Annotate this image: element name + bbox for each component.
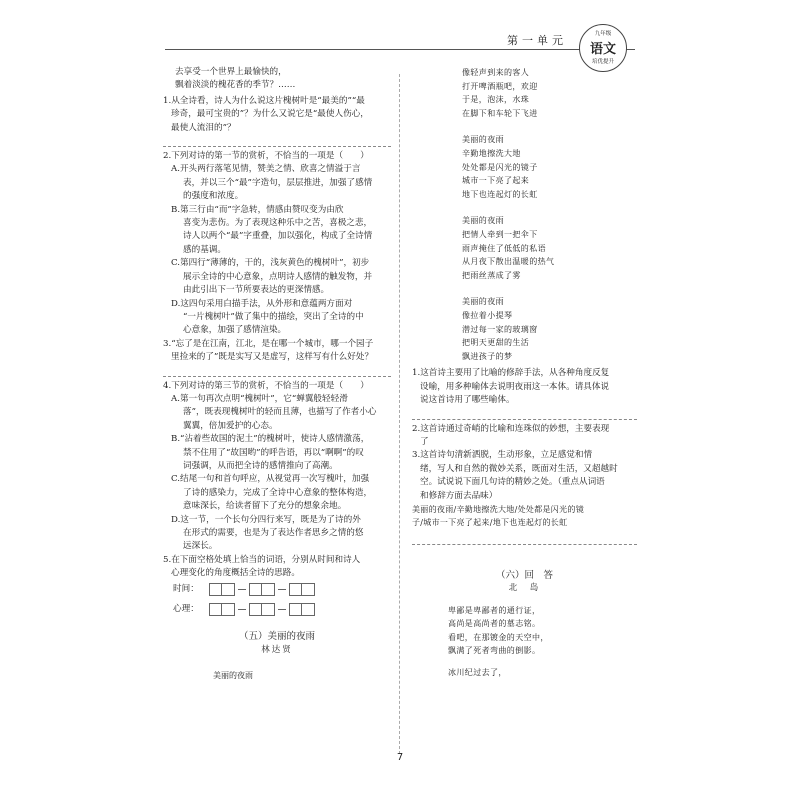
answer-box[interactable] xyxy=(209,583,222,596)
quote-line: 美丽的夜雨/辛勤地擦洗大地/处处都是闪光的镜 xyxy=(412,504,584,514)
question-line: 3.这首诗句清新洒脱，生动形象，立足感觉和情 xyxy=(412,450,593,461)
answer-box[interactable] xyxy=(222,583,235,596)
question-line: 2.这首诗通过奇峭的比喻和连珠似的妙想，主要表现 xyxy=(412,423,610,434)
question-1-line: 珍奇，最可宝贵的”？为什么又说它是“最使人伤心， xyxy=(171,109,369,120)
question-2 xyxy=(163,150,391,338)
question-line: 1.这首诗主要用了比喻的修辞手法，从各种角度反复 xyxy=(412,368,610,379)
answer-box[interactable] xyxy=(222,603,235,616)
dash xyxy=(278,609,286,610)
poem-line: 飘满了死者弯曲的倒影。 xyxy=(448,646,541,656)
poem-line: 把明天更甜的生活 xyxy=(462,338,530,348)
poem-line: 像轻声到来的客人 xyxy=(462,68,530,77)
section-6-author: 北 岛 xyxy=(508,583,541,594)
question-5-line: 心理变化的角度概括全诗的思路。 xyxy=(171,568,300,579)
section-5-first-line: 美丽的夜雨 xyxy=(213,671,253,681)
right-question-3 xyxy=(412,449,637,503)
dash xyxy=(278,589,286,590)
q4-option-c[interactable] xyxy=(171,473,391,513)
option-line: C.第四行“薄薄的，干的，浅灰黄色的槐树叶”，初步 xyxy=(171,258,370,269)
poem-stanza xyxy=(412,295,637,363)
poem-line: 地下也连起灯的长虹 xyxy=(462,189,538,199)
answer-box[interactable] xyxy=(302,603,315,616)
poem-line: 城市一下亮了起来 xyxy=(462,176,530,186)
answer-separator xyxy=(163,146,391,147)
poem-line: 在脚下和车轮下飞进 xyxy=(462,108,538,118)
mind-label: 心理： xyxy=(173,604,199,615)
poem-line: 卑鄙是卑鄙者的通行证， xyxy=(448,605,541,615)
subject-badge xyxy=(579,24,627,72)
option-line: D.这四句采用白描手法，从外形和意蕴两方面对 xyxy=(171,298,353,309)
intro-line: 飘着淡淡的槐花香的季节？…… xyxy=(175,80,296,91)
poem-line: 雨声掩住了低低的私语 xyxy=(462,243,546,253)
option-line: 意味深长，给读者留下了充分的想象余地。 xyxy=(183,501,347,512)
poem-line: 像拉着小提琴 xyxy=(462,310,513,320)
left-column xyxy=(163,66,391,683)
option-line: 翼翼，倍加爱护的心态。 xyxy=(183,420,278,431)
right-question-2 xyxy=(412,423,637,450)
q2-option-b[interactable] xyxy=(171,204,391,258)
poem-stanza xyxy=(412,133,637,201)
option-line: 的强度和浓度。 xyxy=(183,191,244,202)
q4-option-a[interactable] xyxy=(171,393,391,433)
poem-line: 美丽的夜雨 xyxy=(462,216,504,226)
option-line: 禁不住用了“故国哟”的呼告语，再以“啊啊”的叹 xyxy=(183,447,364,458)
poem-line: 美丽的夜雨 xyxy=(462,135,504,145)
question-3-line: 3.“忘了是在江南，江北，是在哪一个城市，哪一个园子 xyxy=(163,338,374,349)
option-line: 展示全诗的中心意象，点明诗人感情的触发物，并 xyxy=(183,271,373,282)
option-line: B.“沾着些故国的泥土”的槐树叶，使诗人感情激荡， xyxy=(171,434,370,445)
page-number: 7 xyxy=(396,752,404,763)
time-answer-row xyxy=(163,583,391,596)
question-5-line: 5.在下面空格处填上恰当的词语，分别从时间和诗人 xyxy=(163,554,361,565)
quoted-verse xyxy=(412,503,637,530)
option-line: 喜变为悲伤。为了表现这种乐中之苦，喜极之悲， xyxy=(183,218,373,229)
question-2-stem: 2.下列对诗的第一节的赏析，不恰当的一项是（ ） xyxy=(163,151,369,162)
answer-separator xyxy=(163,376,391,377)
option-line: 由此引出下一节所要表达的更深情感。 xyxy=(183,285,330,296)
poem-line: 潜过每一家的玻璃窗 xyxy=(462,324,538,334)
question-line: 设喻，用多种喻体去说明夜雨这一本体。请具体说 xyxy=(420,381,610,392)
answer-box[interactable] xyxy=(262,583,275,596)
option-line: 诗人以两个“最”字重叠，加以强化，构成了全诗情 xyxy=(183,231,373,242)
poem-line: 辛勤地擦洗大地 xyxy=(462,148,521,158)
option-line: 感的基调。 xyxy=(183,244,226,255)
question-line: 了 xyxy=(420,436,429,447)
q2-option-d[interactable] xyxy=(171,298,391,338)
answer-box[interactable] xyxy=(249,603,262,616)
option-line: 了诗的感染力，完成了全诗中心意象的整体构造， xyxy=(183,487,373,498)
question-3-line: 里捡来的了”既是实写又是虚写，这样写有什么好处？ xyxy=(171,352,374,363)
column-divider xyxy=(399,74,400,754)
time-label: 时间： xyxy=(173,583,199,594)
poem-line: 从月夜下散出温暖的热气 xyxy=(462,257,555,267)
option-line: 词强调，从而把全诗的感情推向了高潮。 xyxy=(183,460,338,471)
dash xyxy=(238,589,246,590)
quote-line: 子/城市一下亮了起来/地下也连起灯的长虹 xyxy=(412,518,568,528)
q4-option-d[interactable] xyxy=(171,514,391,554)
question-line: 空。试说说下面几句诗的精妙之处。（重点从词语 xyxy=(420,477,605,488)
poem-line: 打开啤酒瓶吧，欢迎 xyxy=(462,81,538,91)
poem-line: 美丽的夜雨 xyxy=(462,297,504,307)
question-1-line: 1.从全诗看，诗人为什么说这片槐树叶是“最美的”“最 xyxy=(163,95,365,106)
option-line: 在形式的需要，也是为了表达作者思乡之情的悠 xyxy=(183,528,364,538)
option-line: A.第一句再次点明“槐树叶”，它“蝉翼般轻轻滑 xyxy=(171,393,348,404)
mind-answer-row xyxy=(163,603,391,616)
option-line: 表，并以三个“最”字造句，层层推进，加强了感情 xyxy=(183,177,373,188)
badge-bottom-text: 培优提升 xyxy=(591,59,614,65)
poem-stanza xyxy=(412,66,637,120)
answer-line[interactable] xyxy=(412,532,637,545)
section-6-title: （六）回 答 xyxy=(495,569,553,581)
badge-top-text: 九年级 xyxy=(594,31,612,37)
q2-option-c[interactable] xyxy=(171,257,391,297)
question-1 xyxy=(163,95,391,135)
intro-line: 去享受一个世界上最愉快的， xyxy=(175,67,287,77)
option-line: 心意象，加强了感情渲染。 xyxy=(183,325,287,336)
question-4 xyxy=(163,380,391,554)
badge-main-text: 语文 xyxy=(589,42,616,57)
poem-line: 把雨丝蒸成了雾 xyxy=(462,270,521,280)
option-line: A.开头两行落笔见情，赞美之情、欣喜之情溢于言 xyxy=(171,164,361,175)
poem-line: 处处都是闪光的镜子 xyxy=(462,162,538,172)
answer-box[interactable] xyxy=(249,583,262,596)
section-6-next-line: 冰川纪过去了， xyxy=(448,667,507,677)
option-line: C.结尾一句和首句呼应，从视觉再一次写槐叶，加强 xyxy=(171,474,370,485)
dash xyxy=(238,609,246,610)
question-line: 说这首诗用了哪些喻体。 xyxy=(420,395,515,406)
question-3 xyxy=(163,338,391,365)
page-header xyxy=(165,30,635,65)
poem-line: 把情人牵到一把伞下 xyxy=(462,229,538,239)
question-1-line: 最使人流泪的”？ xyxy=(171,122,236,133)
question-5 xyxy=(163,554,391,581)
poem-line: 于是，泡沫，水珠 xyxy=(462,95,530,105)
option-line: 落”，既表现槐树叶的轻而且薄，也描写了作者小心 xyxy=(183,407,377,418)
q2-option-a[interactable] xyxy=(171,163,391,203)
option-line: B.第三行由“而”字急转，情感由赞叹变为由欣 xyxy=(171,204,344,215)
answer-box[interactable] xyxy=(302,583,315,596)
poem-line: 看吧，在那镀金的天空中， xyxy=(448,632,549,642)
intro-poem-lines xyxy=(163,66,391,93)
answer-box[interactable] xyxy=(262,603,275,616)
poem-stanza xyxy=(412,214,637,282)
answer-separator xyxy=(412,419,637,420)
option-line: 远深长。 xyxy=(183,541,218,552)
answer-box[interactable] xyxy=(209,603,222,616)
poem-line: 飘进孩子的梦 xyxy=(462,351,513,361)
right-column xyxy=(412,66,637,680)
header-rule xyxy=(165,49,635,50)
poem-line: 高尚是高尚者的墓志铭。 xyxy=(448,619,541,629)
right-question-1 xyxy=(412,367,637,407)
question-4-stem: 4.下列对诗的第三节的赏析，不恰当的一项是（ ） xyxy=(163,380,369,391)
answer-box[interactable] xyxy=(289,583,302,596)
section-5-author: 林达贤 xyxy=(261,644,293,655)
answer-box[interactable] xyxy=(289,603,302,616)
q4-option-b[interactable] xyxy=(171,433,391,473)
question-line: 和修辞方面去品味） xyxy=(420,490,498,501)
section-6-poem xyxy=(412,604,637,658)
unit-title: 第一单元 xyxy=(507,34,567,47)
option-line: D.这一节，一个长句分四行来写，既是为了诗的外 xyxy=(171,514,361,525)
question-line: 绪，写人和自然的微妙关系，既面对生活，又超越时 xyxy=(420,463,618,474)
section-5-title: （五）美丽的夜雨 xyxy=(238,631,315,643)
option-line: “一片槐树叶”做了集中的描绘，突出了全诗的中 xyxy=(183,311,364,322)
